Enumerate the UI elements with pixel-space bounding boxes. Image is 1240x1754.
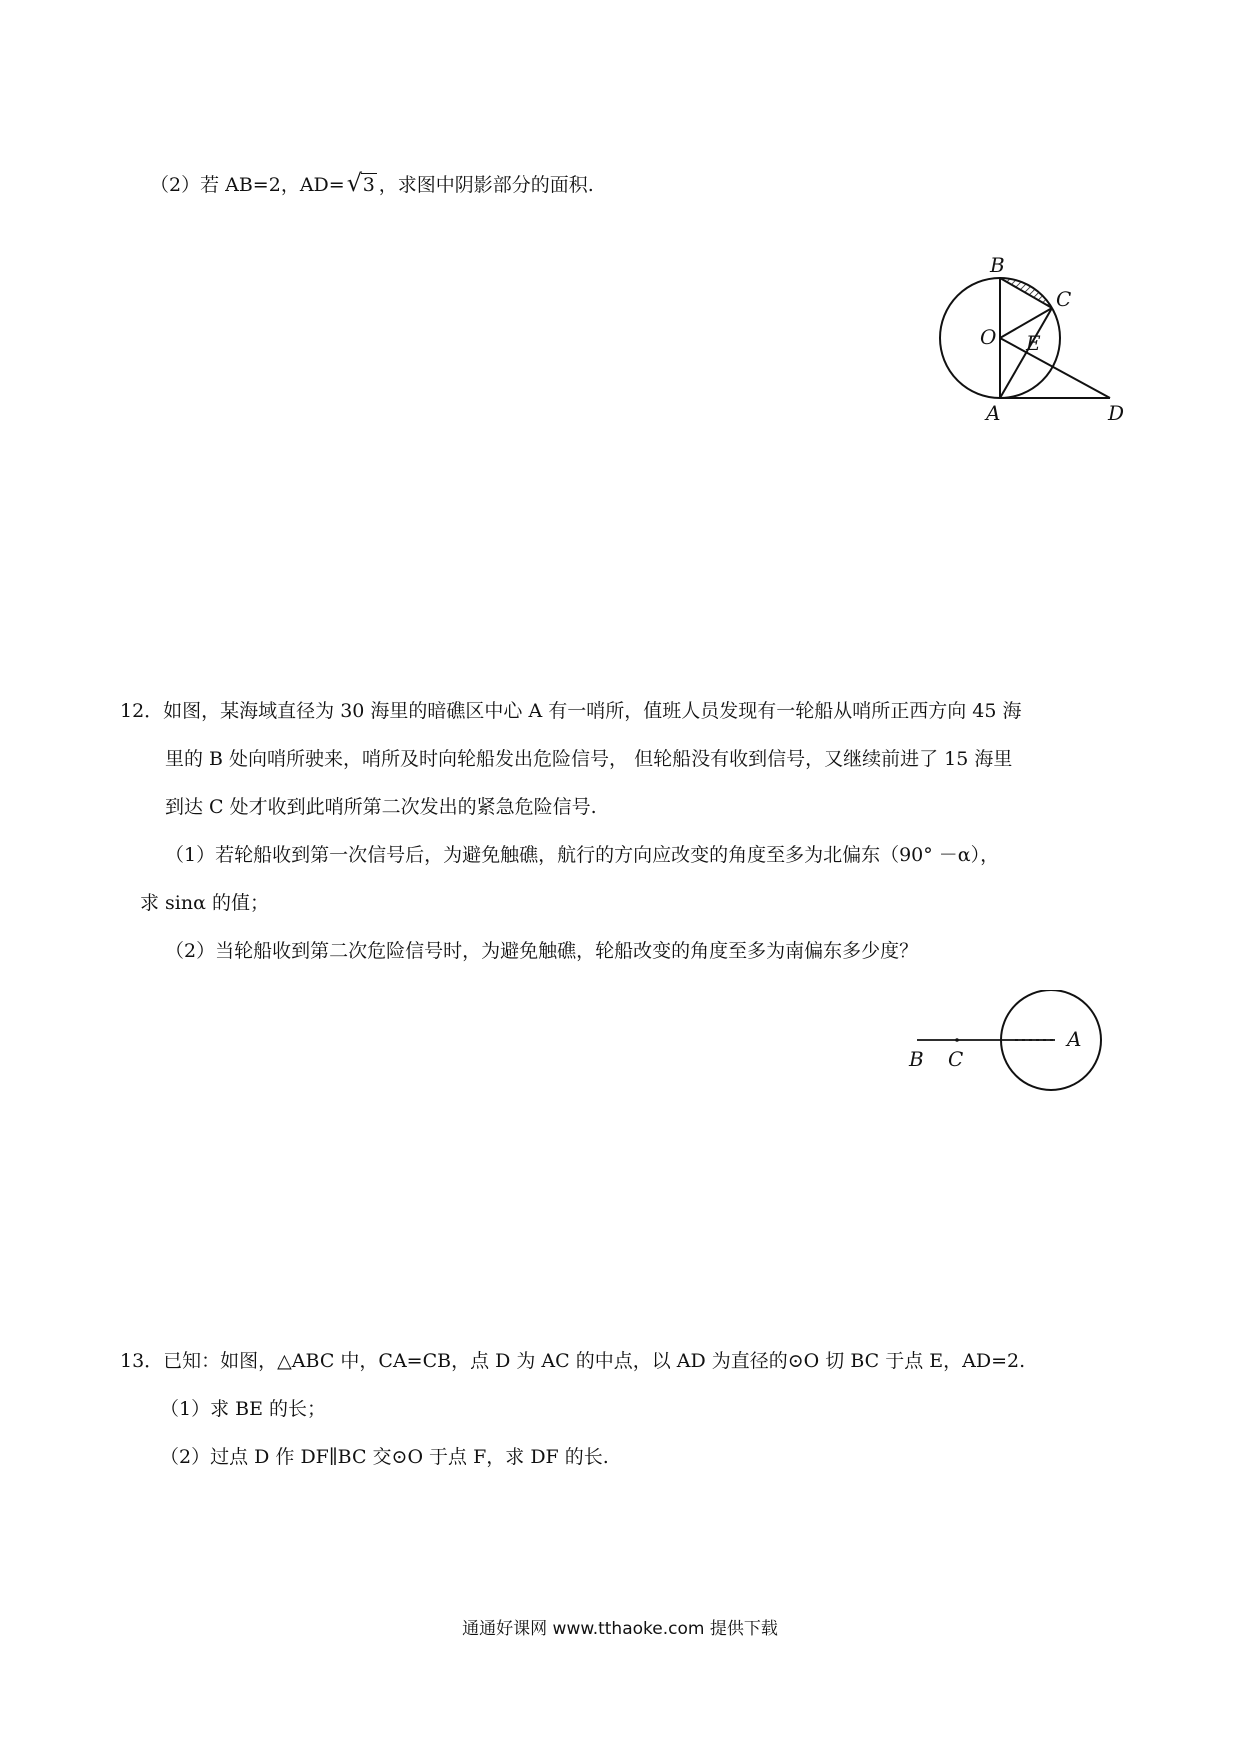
label-d: D bbox=[1108, 401, 1125, 425]
q13-line1: 13．已知：如图，△ABC 中，CA=CB，点 D 为 AC 的中点，以 AD 为直径的⊙O 切 BC 于点 E，AD=2. bbox=[120, 1350, 1026, 1372]
figure-circle-tangent bbox=[920, 248, 1140, 428]
page-footer: 通通好课网 www.tthaoke.com 提供下载 bbox=[462, 1619, 778, 1639]
label-a: A bbox=[1067, 1027, 1082, 1051]
label-c: C bbox=[1056, 287, 1072, 311]
label-b: B bbox=[990, 253, 1005, 277]
label-o: O bbox=[980, 325, 997, 349]
figure-reef-circle bbox=[905, 990, 1135, 1110]
label-a: A bbox=[986, 401, 1001, 425]
q13-part1: （1）求 BE 的长； bbox=[160, 1398, 326, 1420]
q12-part1-line1: （1）若轮船收到第一次信号后，为避免触礁，航行的方向应改变的角度至多为北偏东（90° －α）， bbox=[165, 844, 1000, 866]
sqrt-symbol bbox=[346, 169, 377, 198]
q11-part2-suffix: ，求图中阴影部分的面积. bbox=[378, 174, 594, 196]
q12-part2: （2）当轮船收到第二次危险信号时，为避免触礁，轮船改变的角度至多为南偏东多少度？ bbox=[165, 940, 919, 962]
q11-part2 bbox=[150, 169, 594, 198]
label-e: E bbox=[1026, 331, 1041, 355]
q12-line1: 12．如图，某海域直径为 30 海里的暗礁区中心 A 有一哨所，值班人员发现有一轮船从哨所正西方向 45 海 bbox=[120, 700, 1022, 722]
q12-line2: 里的 B 处向哨所驶来，哨所及时向轮船发出危险信号， 但轮船没有收到信号，又继续前进了 15 海里 bbox=[165, 748, 1013, 770]
radical-sign: √ bbox=[346, 169, 362, 197]
q12-line3: 到达 C 处才收到此哨所第二次发出的紧急危险信号. bbox=[165, 796, 597, 818]
q12-part1-line2: 求 sinα 的值； bbox=[140, 892, 269, 914]
sqrt-radicand: 3 bbox=[362, 174, 375, 196]
label-c: C bbox=[948, 1047, 964, 1071]
point-c bbox=[955, 1038, 959, 1042]
label-b: B bbox=[909, 1047, 924, 1071]
segment-bc bbox=[1000, 278, 1052, 308]
q11-part2-prefix: （2）若 AB=2，AD= bbox=[150, 174, 345, 196]
q13-part2: （2）过点 D 作 DF∥BC 交⊙O 于点 F，求 DF 的长. bbox=[160, 1446, 609, 1468]
